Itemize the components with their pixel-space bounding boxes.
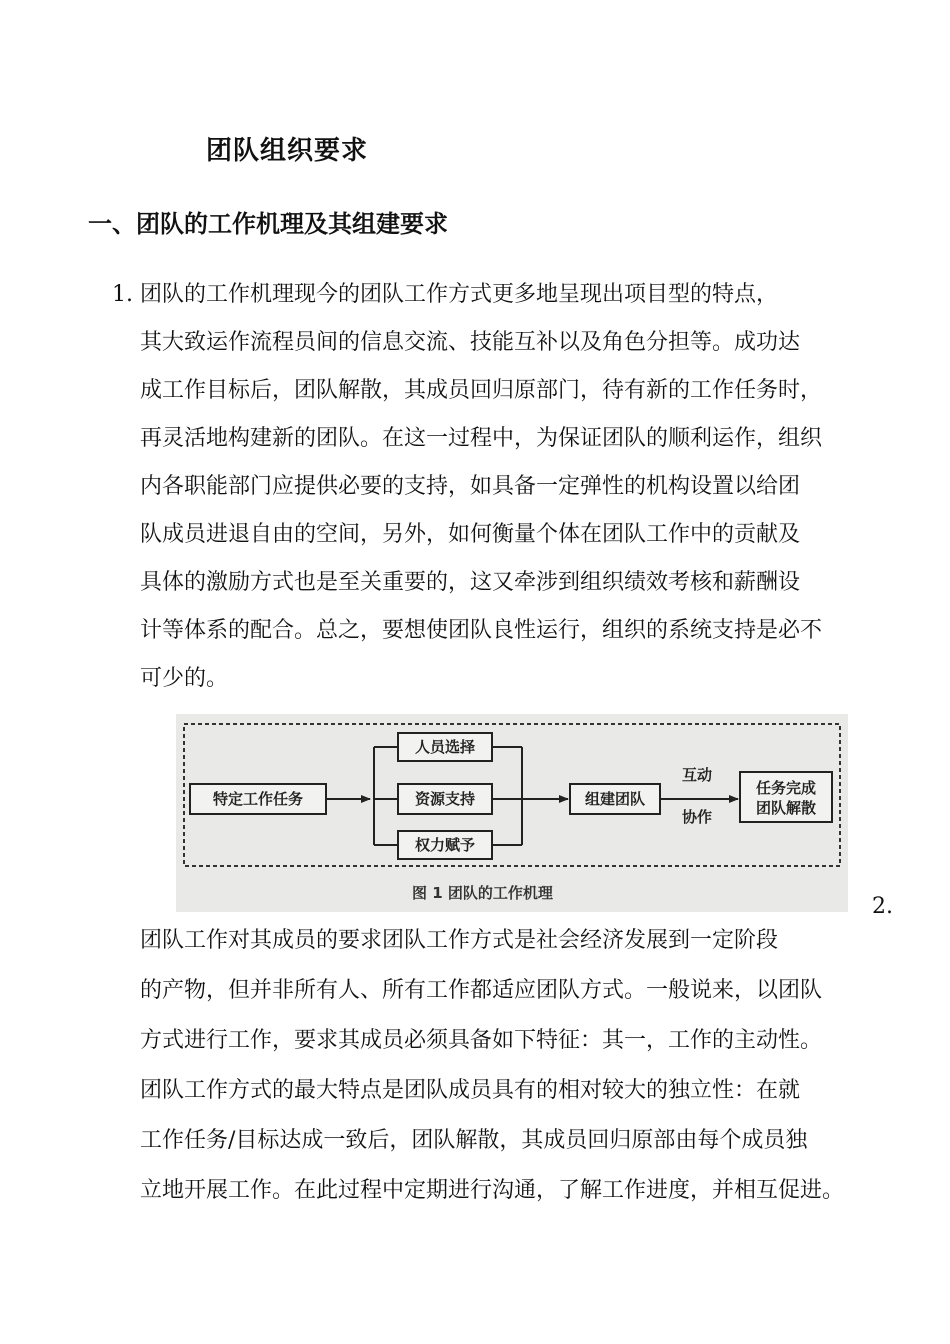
paragraph-line: 立地开展工作。在此过程中定期进行沟通，了解工作进度，并相互促进。 [140,1178,845,1203]
paragraph-line: 团队工作方式的最大特点是团队成员具有的相对较大的独立性：在就 [140,1078,801,1103]
paragraph-line: 可少的。 [140,666,229,691]
paragraph-line: 队成员进退自由的空间，另外，如何衡量个体在团队工作中的贡献及 [140,522,801,547]
node-select-label: 人员选择 [414,738,476,756]
paragraph-line: 工作任务/目标达成一致后，团队解散，其成员回归原部由每个成员独 [140,1128,808,1153]
workflow-diagram [176,714,848,912]
paragraph-line: 具体的激励方式也是至关重要的，这又牵涉到组织绩效考核和薪酬设 [140,570,801,595]
paragraph-line: 再灵活地构建新的团队。在这一过程中，为保证团队的顺利运作，组织 [140,426,823,451]
paragraph-line: 团队工作对其成员的要求团队工作方式是社会经济发展到一定阶段 [140,928,779,953]
paragraph-line: 方式进行工作，要求其成员必须具备如下特征：其一，工作的主动性。 [140,1028,823,1053]
node-resource-label: 资源支持 [414,790,476,808]
node-task-label: 特定工作任务 [212,790,304,808]
node-build-label: 组建团队 [584,790,646,808]
item-number: 2. [872,894,893,919]
edge-label-cooperate: 协作 [681,808,713,826]
paragraph-line: 其大致运作流程员间的信息交流、技能互补以及角色分担等。成功达 [140,330,801,355]
paragraph-line: 成工作目标后，团队解散，其成员回归原部门，待有新的工作任务时， [140,378,823,403]
figure-caption: 图 1 团队的工作机理 [412,884,553,902]
paragraph-line: 1. 团队的工作机理现今的团队工作方式更多地呈现出项目型的特点， [112,282,778,307]
node-power-label: 权力赋予 [414,836,476,854]
section-heading: 一、团队的工作机理及其组建要求 [88,210,448,238]
paragraph-line: 内各职能部门应提供必要的支持，如具备一定弹性的机构设置以给团 [140,474,801,499]
paragraph-line: 计等体系的配合。总之，要想使团队良性运行，组织的系统支持是必不 [140,618,823,643]
node-done-label-line1: 任务完成 [755,779,817,797]
page-title: 团队组织要求 [206,136,369,166]
workflow-figure [176,714,848,912]
edge-label-interact: 互动 [681,766,713,784]
paragraph-line: 的产物，但并非所有人、所有工作都适应团队方式。一般说来，以团队 [140,978,823,1003]
node-done-label-line2: 团队解散 [755,799,817,817]
